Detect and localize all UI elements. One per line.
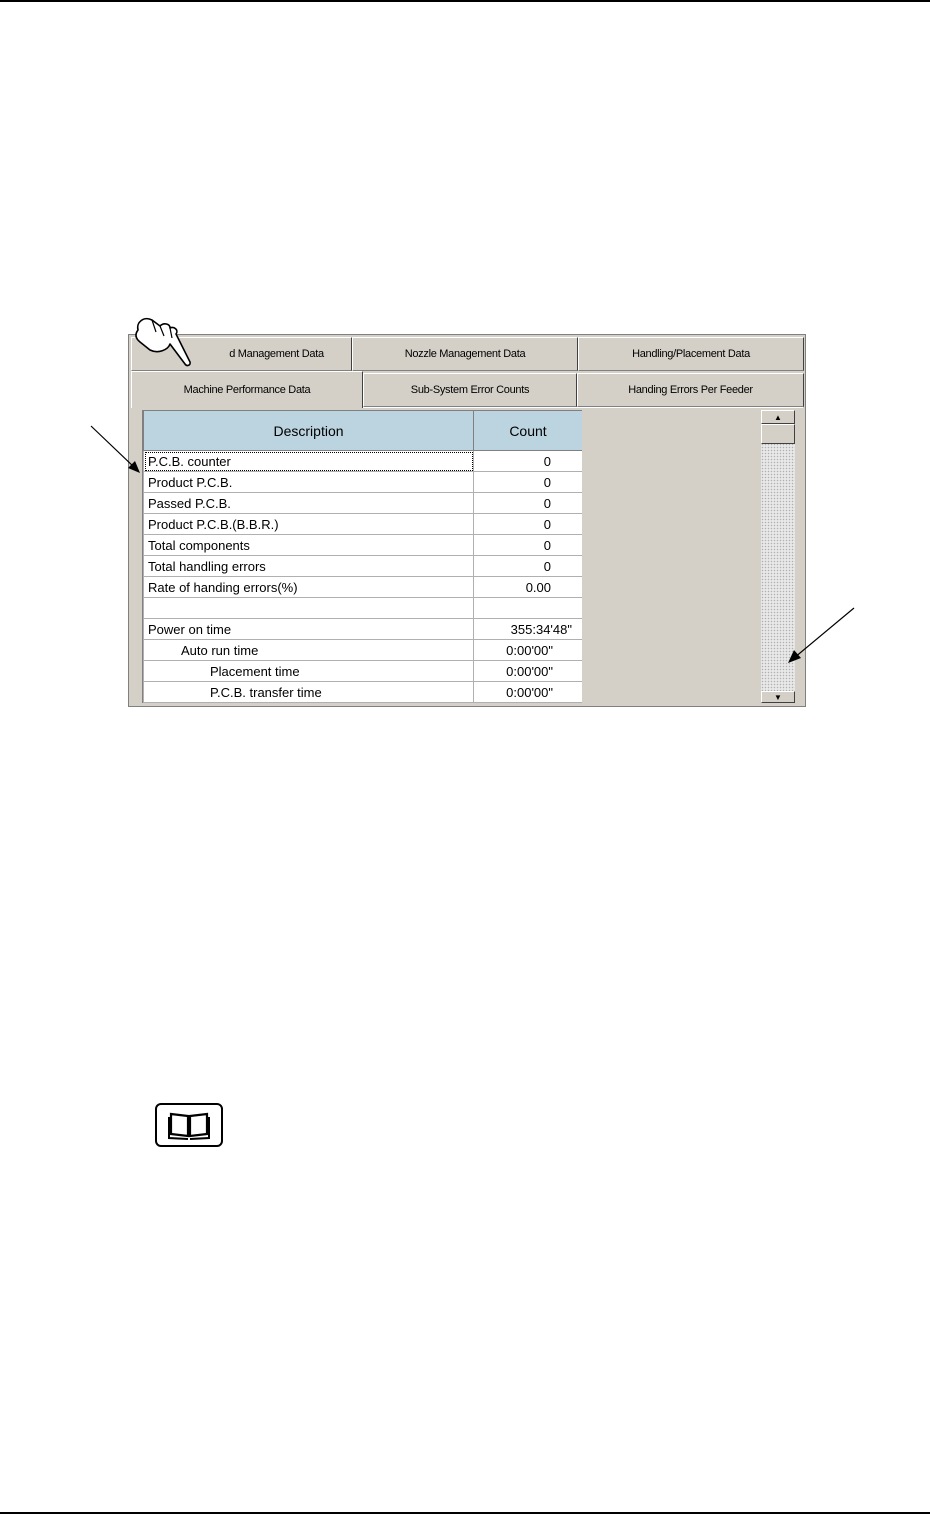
arrow-down-icon: ▼	[774, 692, 782, 702]
tab-label: d Management Data	[229, 348, 324, 360]
row-description[interactable]: P.C.B. counter	[144, 451, 474, 472]
scroll-down-button[interactable]	[761, 691, 795, 703]
tab-content	[131, 407, 803, 705]
column-header-description[interactable]: Description	[144, 411, 474, 451]
column-header-count[interactable]: Count	[474, 411, 583, 451]
callout-arrow-icon	[782, 602, 862, 668]
row-count[interactable]	[474, 598, 583, 619]
row-count[interactable]: 0:00'00"	[474, 661, 583, 682]
row-count[interactable]: 0.00	[474, 577, 583, 598]
table-row[interactable]	[144, 598, 583, 619]
data-window	[128, 334, 806, 707]
page-top-rule	[0, 0, 930, 2]
row-description[interactable]: P.C.B. transfer time	[144, 682, 474, 703]
row-count[interactable]: 355:34'48"	[474, 619, 583, 640]
pointing-hand-icon	[130, 312, 194, 370]
tab-label: Sub-System Error Counts	[410, 384, 530, 396]
tab-sub-system-error-counts[interactable]	[363, 373, 577, 407]
row-description[interactable]: Total components	[144, 535, 474, 556]
table-row[interactable]	[144, 640, 583, 661]
table-row[interactable]	[144, 619, 583, 640]
table-row[interactable]	[144, 451, 583, 472]
table-row[interactable]	[144, 661, 583, 682]
tab-label: Machine Performance Data	[183, 384, 311, 396]
row-count[interactable]: 0:00'00"	[474, 682, 583, 703]
tab-label: Handing Errors Per Feeder	[628, 384, 753, 396]
row-description[interactable]: Auto run time	[144, 640, 474, 661]
tab-label: Nozzle Management Data	[404, 348, 526, 360]
tab-handing-errors-per-feeder[interactable]	[577, 373, 804, 407]
table-row[interactable]	[144, 535, 583, 556]
book-icon	[155, 1103, 223, 1147]
tab-label: Handling/Placement Data	[632, 348, 750, 360]
table-row[interactable]	[144, 472, 583, 493]
tab-nozzle-management-data[interactable]	[352, 337, 578, 371]
row-description[interactable]: Total handling errors	[144, 556, 474, 577]
scroll-thumb[interactable]	[761, 424, 795, 444]
row-description[interactable]: Passed P.C.B.	[144, 493, 474, 514]
table-row[interactable]	[144, 514, 583, 535]
row-count[interactable]: 0	[474, 451, 583, 472]
table-row[interactable]	[144, 556, 583, 577]
row-description[interactable]: Rate of handing errors(%)	[144, 577, 474, 598]
callout-arrow-icon	[85, 420, 145, 480]
tab-machine-performance-data[interactable]	[131, 371, 363, 408]
row-count[interactable]: 0	[474, 556, 583, 577]
table-row[interactable]	[144, 577, 583, 598]
row-count[interactable]: 0	[474, 514, 583, 535]
scroll-up-button[interactable]	[761, 410, 795, 424]
row-count[interactable]: 0:00'00"	[474, 640, 583, 661]
performance-grid[interactable]	[142, 410, 582, 703]
arrow-up-icon: ▲	[774, 412, 782, 422]
row-count[interactable]: 0	[474, 493, 583, 514]
table-row[interactable]	[144, 493, 583, 514]
row-count[interactable]: 0	[474, 535, 583, 556]
row-description[interactable]: Power on time	[144, 619, 474, 640]
table-row[interactable]	[144, 682, 583, 703]
row-description[interactable]: Product P.C.B.(B.B.R.)	[144, 514, 474, 535]
row-description[interactable]	[144, 598, 474, 619]
row-description[interactable]: Placement time	[144, 661, 474, 682]
tab-handling-placement-data[interactable]	[578, 337, 804, 371]
row-count[interactable]: 0	[474, 472, 583, 493]
page-bottom-rule	[0, 1512, 930, 1514]
row-description[interactable]: Product P.C.B.	[144, 472, 474, 493]
